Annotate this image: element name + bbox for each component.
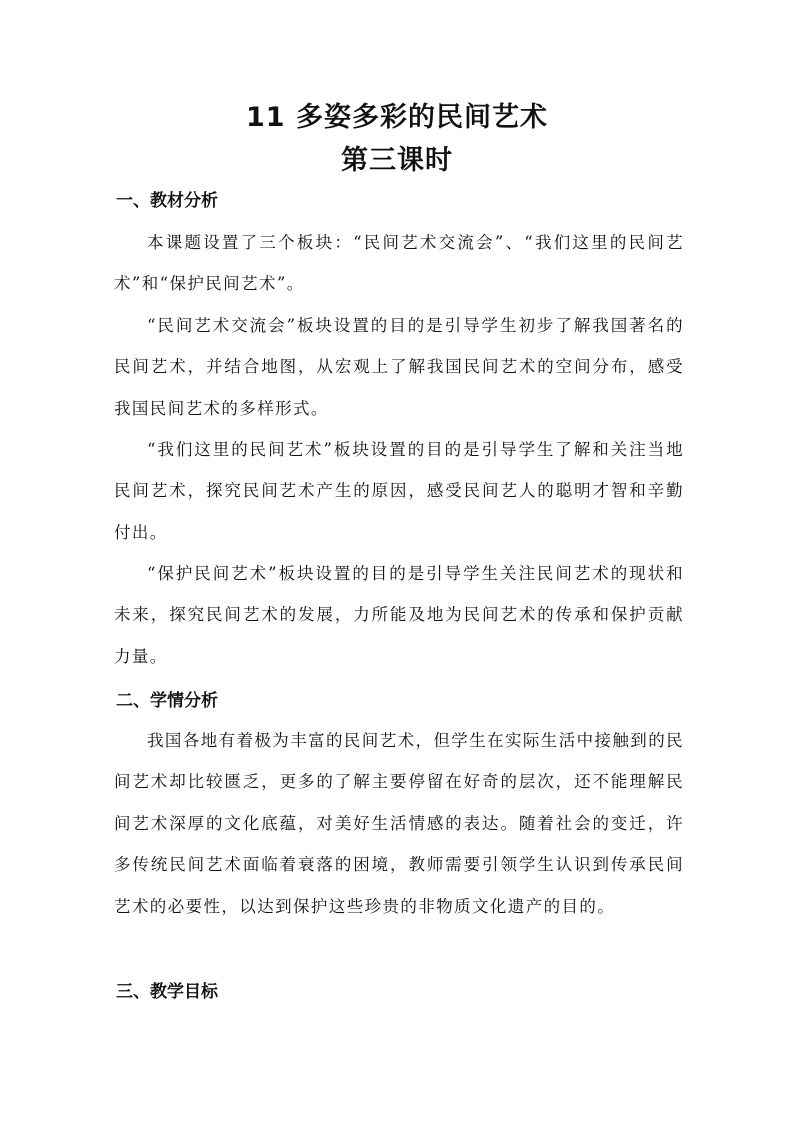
paragraph-protect-block: “保护民间艺术”板块设置的目的是引导学生关注民间艺术的现状和未来，探究民间艺术的发展，力所能及地为民间艺术的传承和保护贡献力量。 — [114, 564, 684, 666]
section-heading-student-analysis: 二、学情分析 — [116, 691, 218, 711]
paragraph-textbook-overview: 本课题设置了三个板块：“民间艺术交流会”、“我们这里的民间艺术”和“保护民间艺术”。 — [114, 233, 684, 294]
paragraph-student-analysis: 我国各地有着极为丰富的民间艺术，但学生在实际生活中接触到的民间艺术却比较匮乏，更多的了解主要停留在好奇的层次，还不能理解民间艺术深厚的文化底蕴，对美好生活情感的表达。随着社会的变迁，许多传统民间艺术面临着衰落的困境，教师需要引领学生认识到传承民间艺术的必要性，以达到保护这些珍贵的非物质文化遗产的目的。 — [114, 731, 684, 916]
section-heading-teaching-goals: 三、教学目标 — [116, 982, 218, 1002]
document-subtitle: 第三课时 — [341, 145, 453, 176]
paragraph-exchange-block: “民间艺术交流会”板块设置的目的是引导学生初步了解我国著名的民间艺术，并结合地图，从宏观上了解我国民间艺术的空间分布，感受我国民间艺术的多样形式。 — [114, 316, 684, 418]
section-heading-textbook-analysis: 一、教材分析 — [116, 191, 218, 211]
document-title: 11 多姿多彩的民间艺术 — [246, 102, 548, 133]
paragraph-local-art-block: “我们这里的民间艺术”板块设置的目的是引导学生了解和关注当地民间艺术，探究民间艺术产生的原因，感受民间艺人的聪明才智和辛勤付出。 — [114, 440, 684, 542]
